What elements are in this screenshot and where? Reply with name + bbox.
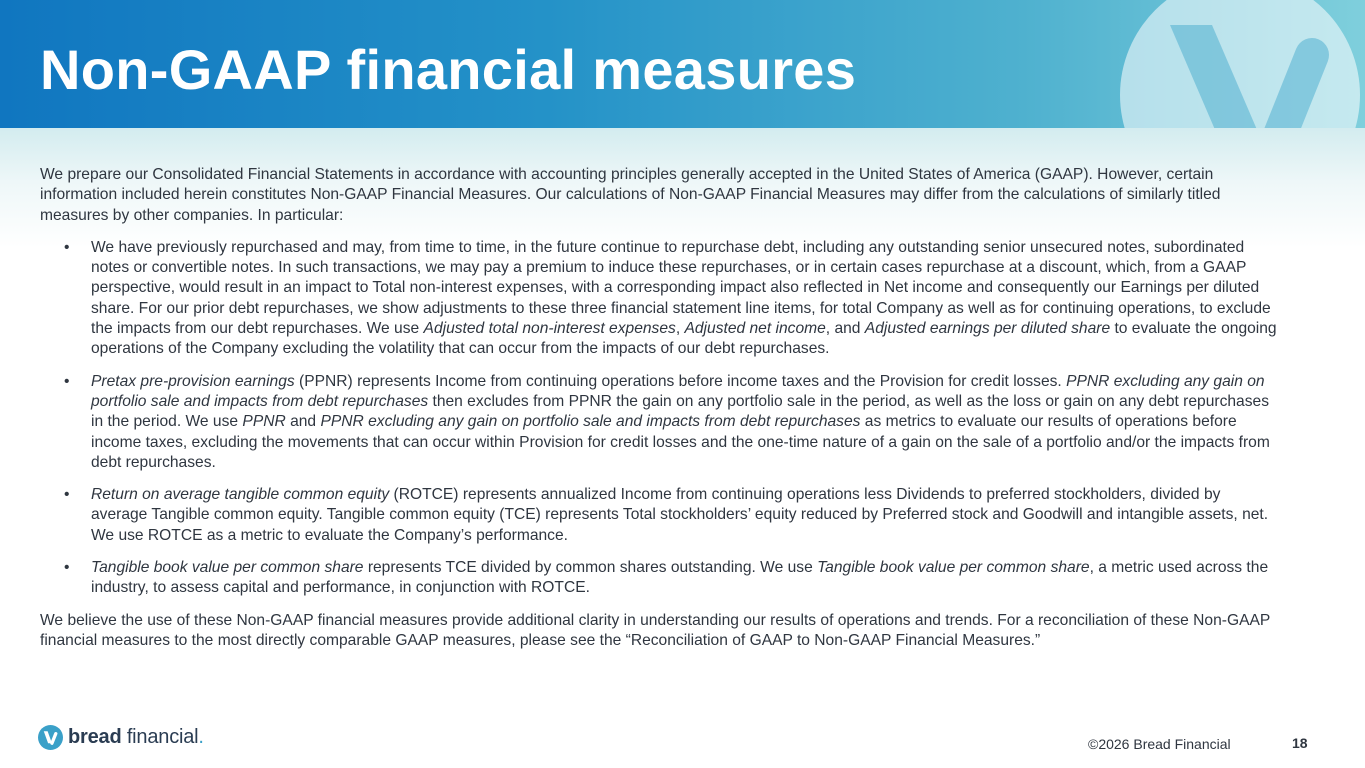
text-segment: We have previously repurchased and may, from time to time, in the future continue to repurchase debt, including any outstanding senior unsecured notes, subordinated notes or convertible notes. In such transactions, we may pay a premium to induce these repurchases, or in certain cases repurchase at a discount, which, from a GAAP perspective, would result in an impact to Total non-interest expenses, with a corresponding impact also reflected in Net income and consequently our Earnings per diluted share. For our prior debt repurchases, we show adjustments to these three financial statement line items, for total Company as well as for continuing operations, to exclude the impacts from our debt repurchases. We use xyxy=(91,238,1271,338)
term: PPNR excluding any gain on portfolio sale and impacts from debt repurchases xyxy=(91,372,1265,410)
text-segment: then excludes from PPNR the gain on any portfolio sale in the period, as well as the loss or gain on any debt repurchases in the period. We use xyxy=(91,392,1269,431)
list-item-tbvps xyxy=(40,558,1280,599)
text-segment: (ROTCE) represents annualized Income from continuing operations less Dividends to preferred stockholders, divided by average Tangible common equity. Tangible common equity (TCE) represents Total stockholders’ equity reduced by Preferred stock and Goodwill and intangible assets, net. We use ROTCE as a metric to evaluate the Company’s performance. xyxy=(91,486,1269,544)
text-segment: as metrics to evaluate our results of operations before income taxes, excluding the movements that can occur within Provision for credit losses and the one-time nature of a gain on the sale of a portfolio and/or the impacts from debt repurchases. xyxy=(91,413,1270,471)
term: PPNR xyxy=(242,413,286,431)
bullet: • xyxy=(64,559,70,577)
page-title: Non-GAAP financial measures xyxy=(40,38,857,101)
term: Tangible book value per common share xyxy=(817,559,1090,577)
page-number: 18 xyxy=(1292,735,1308,751)
list-item-debt-repurchases xyxy=(40,238,1280,360)
intro-paragraph: We prepare our Consolidated Financial Statements in accordance with accounting principles generally accepted in the United States of America (GAAP). However, certain information included herein constitutes Non-GAAP Financial Measures. Our calculations of Non-GAAP Financial Measures may differ from the calculations of similarly titled measures by other companies. In particular: xyxy=(40,166,1221,224)
list-item-rotce xyxy=(40,485,1280,546)
text-segment: , xyxy=(675,320,685,338)
term: PPNR excluding any gain on portfolio sale and impacts from debt repurchases xyxy=(320,413,861,431)
closing-paragraph: We believe the use of these Non-GAAP financial measures provide additional clarity in understanding our results of operations and trends. For a reconciliation of these Non-GAAP financial measures to the most directly comparable GAAP measures, please see the “Reconciliation of GAAP to Non-GAAP Financial Measures.” xyxy=(40,611,1270,649)
text-segment: , and xyxy=(825,320,865,338)
text-segment: represents TCE divided by common shares outstanding. We use xyxy=(363,559,818,577)
term: Adjusted total non-interest expenses xyxy=(423,320,676,338)
term: Tangible book value per common share xyxy=(91,559,364,577)
term: Adjusted net income xyxy=(684,320,826,338)
copyright: ©2026 Bread Financial xyxy=(1088,736,1231,752)
measures-list xyxy=(40,238,1280,599)
text-segment: to evaluate the ongoing operations of the Company excluding the volatility that can occur from the impacts of our debt repurchases. xyxy=(91,320,1277,358)
bullet: • xyxy=(64,486,70,504)
bread-logo-mark-icon xyxy=(38,725,63,750)
bread-logo-watermark-icon xyxy=(1120,0,1360,128)
list-item-ppnr xyxy=(40,372,1280,473)
term: Return on average tangible common equity xyxy=(91,486,390,504)
text-segment: , a metric used across the industry, to assess capital and performance, in conjunction with ROTCE. xyxy=(91,559,1269,597)
text-segment: (PPNR) represents Income from continuing operations before income taxes and the Provision for credit losses. xyxy=(294,372,1067,390)
brand-name: bread financial. xyxy=(68,725,204,748)
text-segment: and xyxy=(285,413,321,431)
bullet: • xyxy=(64,238,70,256)
header-banner xyxy=(0,0,1365,128)
bullet: • xyxy=(64,372,70,390)
body-content xyxy=(40,165,1280,651)
term: Pretax pre-provision earnings xyxy=(91,372,295,390)
term: Adjusted earnings per diluted share xyxy=(864,320,1111,338)
bread-financial-logo xyxy=(38,724,204,750)
